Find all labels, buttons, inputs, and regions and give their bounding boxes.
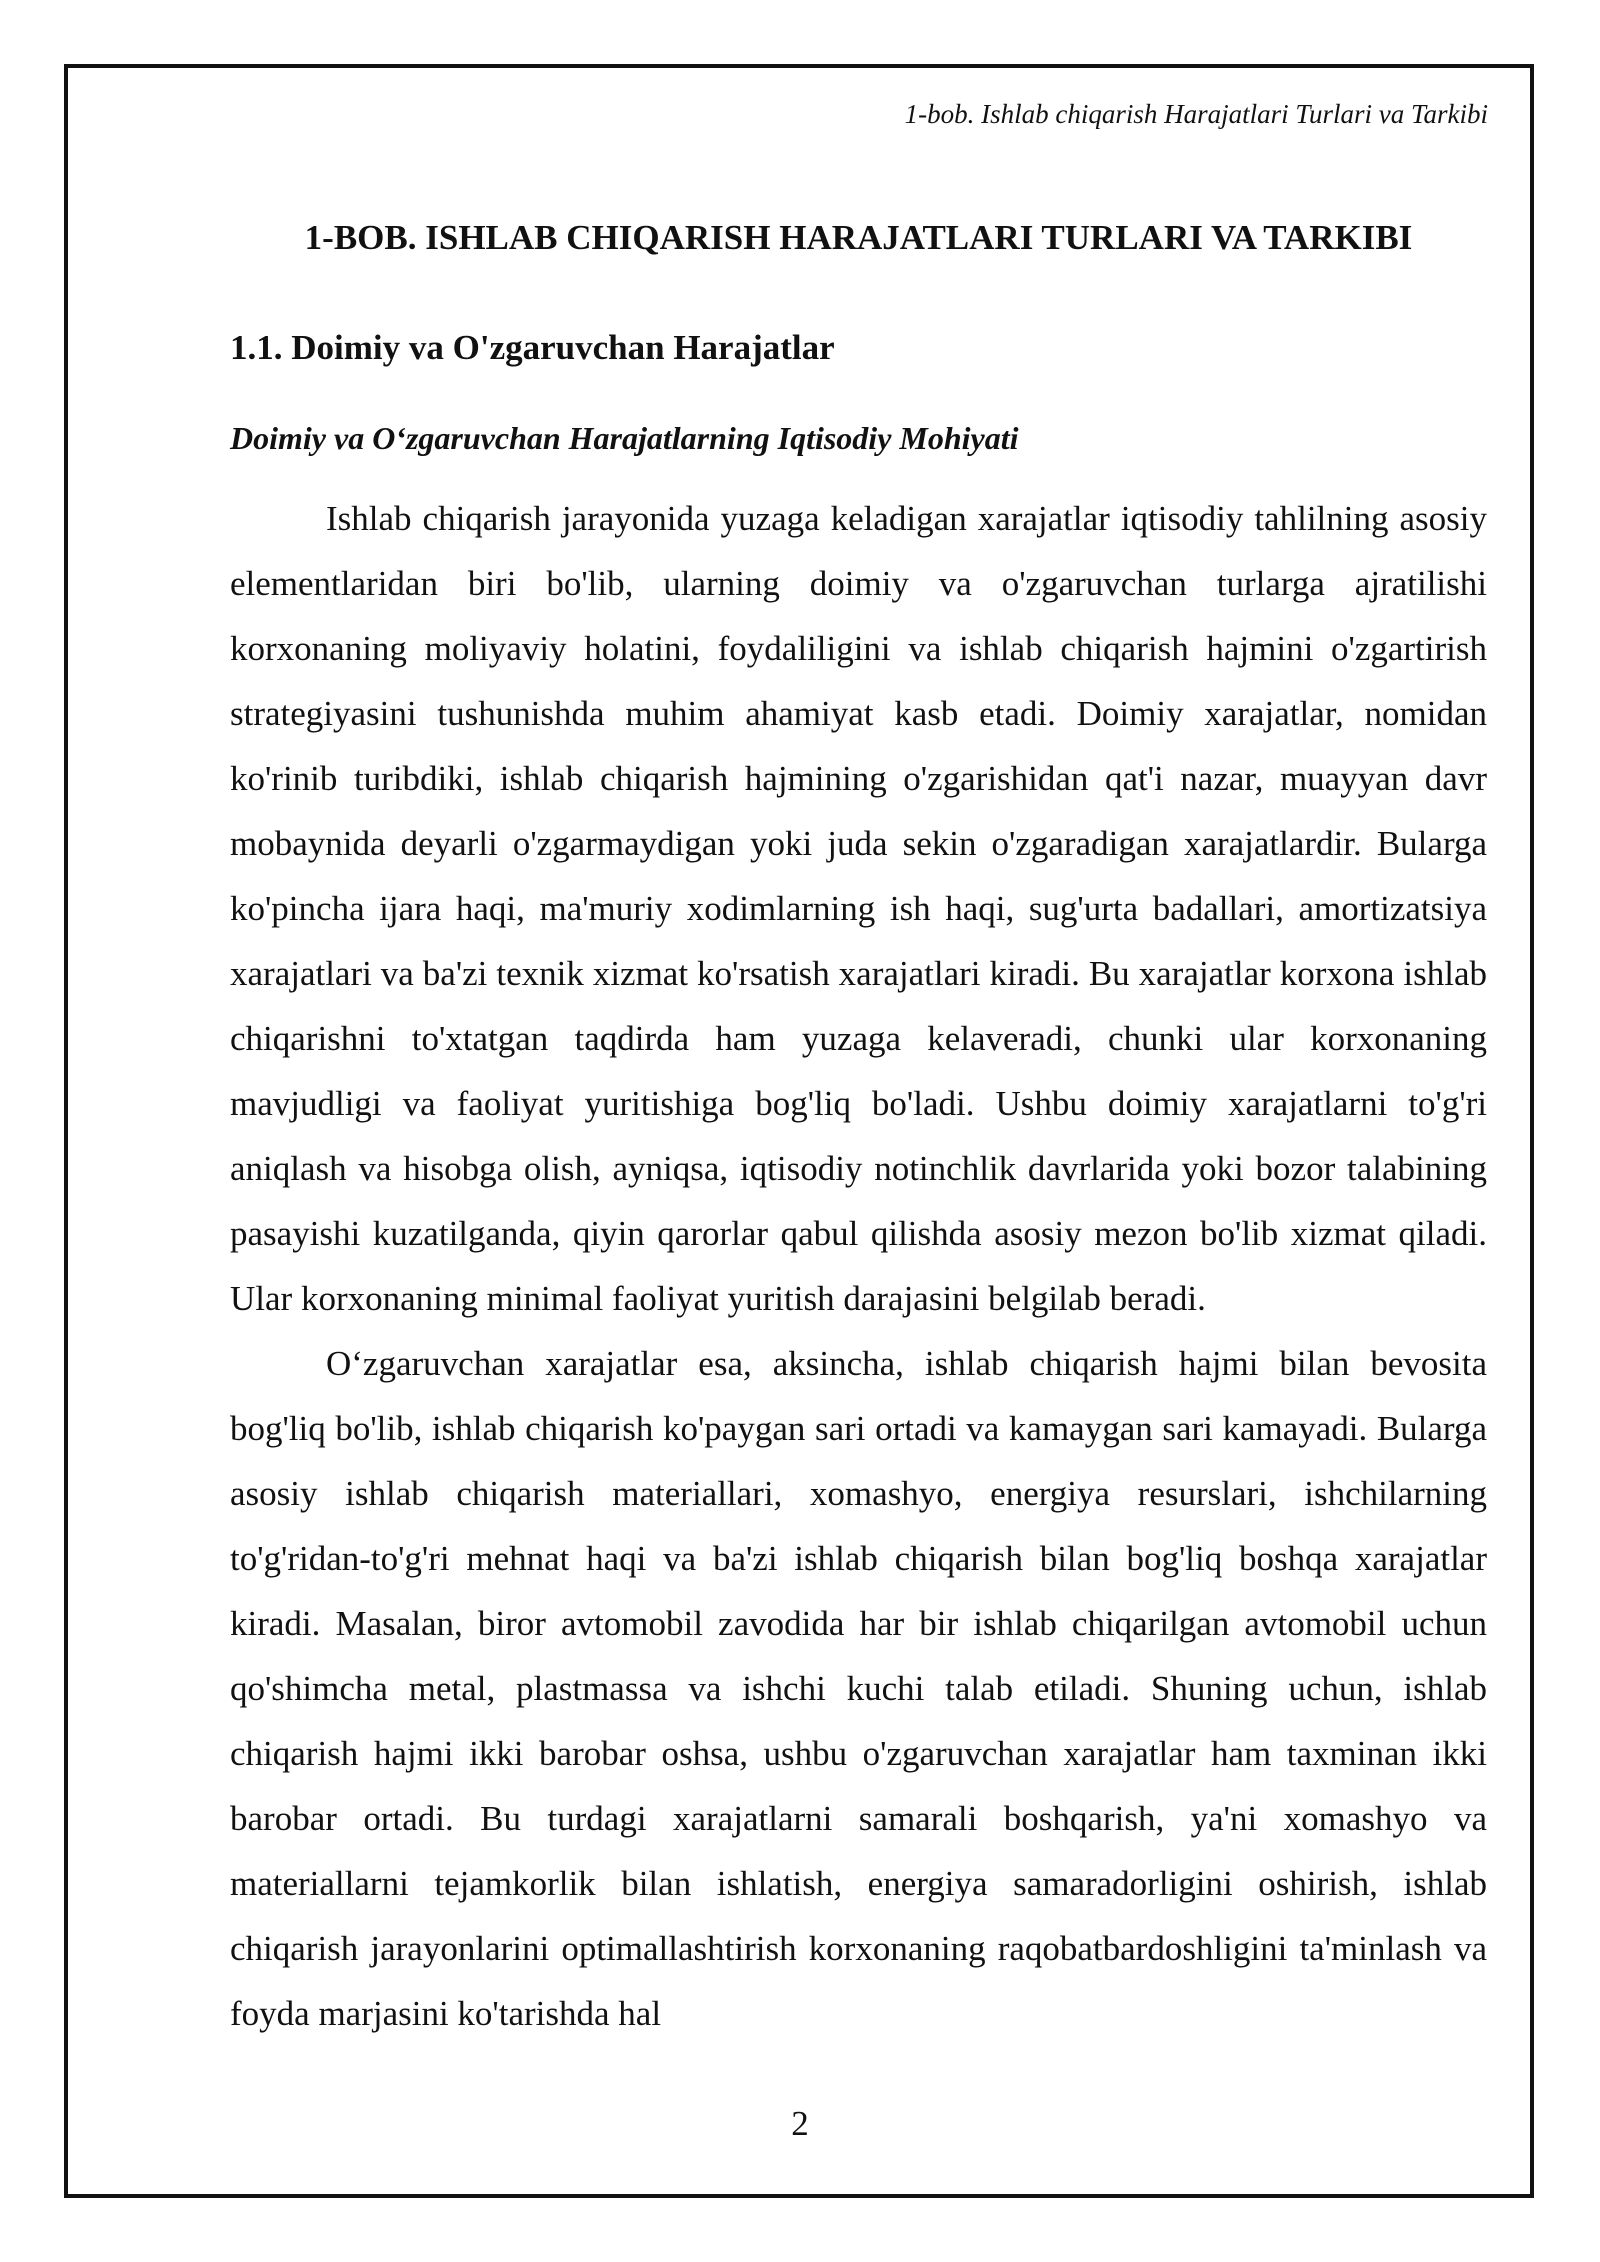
- section-title: 1.1. Doimiy va O'zgaruvchan Harajatlar: [230, 328, 835, 367]
- page-number: 2: [791, 2104, 809, 2143]
- subsection-title: Doimiy va O‘zgaruvchan Harajatlarning Iqtisodiy Mohiyati: [230, 420, 1019, 456]
- paragraph-fixed-costs: Ishlab chiqarish jarayonida yuzaga keladigan xarajatlar iqtisodiy tahlilning asosiy elementlaridan biri bo'lib, ularning doimiy va o'zgaruvchan turlarga ajratilishi korxonaning moliyaviy holatini, foydaliligini va ishlab chiqarish hajmini o'zgartirish strategiyasini tushunishda muhim ahamiyat kasb etadi. Doimiy xarajatlar, nomidan ko'rinib turibdiki, ishlab chiqarish hajmining o'zgarishidan qat'i nazar, muayyan davr mobaynida deyarli o'zgarmaydigan yoki juda sekin o'zgaradigan xarajatlardir. Bularga ko'pincha ijara haqi, ma'muriy xodimlarning ish haqi, sug'urta badallari, amortizatsiya xarajatlari va ba'zi texnik xizmat ko'rsatish xarajatlari kiradi. Bu xarajatlar korxona ishlab chiqarishni to'xtatgan taqdirda ham yuzaga kelaveradi, chunki ular korxonaning mavjudligi va faoliyat yuritishiga bog'liq bo'ladi. Ushbu doimiy xarajatlarni to'g'ri aniqlash va hisobga olish, ayniqsa, iqtisodiy notinchlik davrlarida yoki bozor talabining pasayishi kuzatilganda, qiyin qarorlar qabul qilishda asosiy mezon bo'lib xizmat qiladi. Ular korxonaning minimal faoliyat yuritish darajasini belgilab beradi.: [230, 499, 1487, 1318]
- paragraph-variable-costs: O‘zgaruvchan xarajatlar esa, aksincha, ishlab chiqarish hajmi bilan bevosita bog'liq bo'lib, ishlab chiqarish ko'paygan sari ortadi va kamaygan sari kamayadi. Bularga asosiy ishlab chiqarish materiallari, xomashyo, energiya resurslari, ishchilarning to'g'ridan-to'g'ri mehnat haqi va ba'zi ishlab chiqarish bilan bog'liq boshqa xarajatlar kiradi. Masalan, biror avtomobil zavodida har bir ishlab chiqarilgan avtomobil uchun qo'shimcha metal, plastmassa va ishchi kuchi talab etiladi. Shuning uchun, ishlab chiqarish hajmi ikki barobar oshsa, ushbu o'zgaruvchan xarajatlar ham taxminan ikki barobar ortadi. Bu turdagi xarajatlarni samarali boshqarish, ya'ni xomashyo va materiallarni tejamkorlik bilan ishlatish, energiya samaradorligini oshirish, ishlab chiqarish jarayonlarini optimallashtirish korxonaning raqobatbardoshligini ta'minlash va foyda marjasini ko'tarishda hal: [230, 1344, 1487, 2033]
- body-text: [230, 486, 1487, 2046]
- chapter-title: 1-BOB. ISHLAB CHIQARISH HARAJATLARI TURLARI VA TARKIBI: [304, 218, 1413, 257]
- running-header: 1-bob. Ishlab chiqarish Harajatlari Turlari va Tarkibi: [904, 99, 1488, 129]
